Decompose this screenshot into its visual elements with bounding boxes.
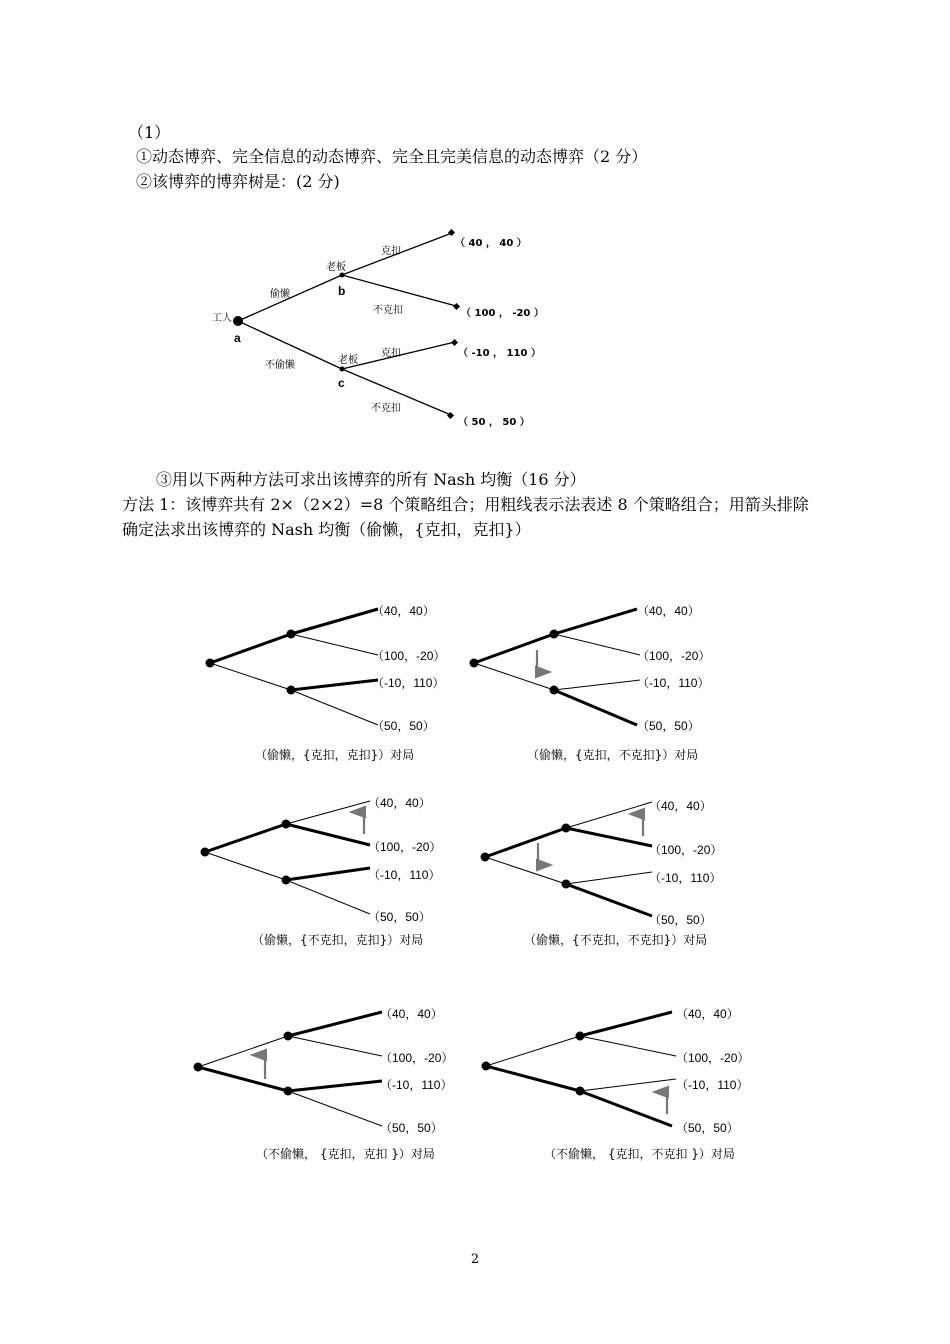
- page-number: 2: [470, 1252, 480, 1267]
- strategy-diagram-3: [201, 796, 442, 947]
- strategy-diagram-5: [194, 1007, 454, 1161]
- payoff-3: （-10，110）: [676, 1078, 749, 1092]
- answer-3: ③用以下两种方法可求出该博弈的所有 Nash 均衡（16 分）: [156, 470, 586, 489]
- deduct-label-b: 克扣: [381, 246, 401, 257]
- payoff-1: （40，40）: [637, 604, 700, 618]
- node-b: [340, 273, 345, 278]
- payoff-1: （40，40）: [368, 796, 431, 810]
- lazy-label: 偷懒: [270, 289, 290, 300]
- not-deduct-label-b: 不克扣: [373, 305, 403, 316]
- payoff-1: （40，40）: [676, 1007, 739, 1021]
- payoff-2: （100，-20）: [649, 843, 723, 857]
- node-c-label: c: [338, 376, 345, 390]
- payoff-1: （40，40）: [649, 799, 712, 813]
- payoff-3: （-10，110）: [368, 868, 441, 882]
- diagram-caption: （偷懒，{不克扣，克扣}）对局: [252, 933, 424, 947]
- strategy-diagram-1: [206, 604, 446, 762]
- payoff-3: （-10，110）: [649, 871, 722, 885]
- payoff-2: （100，-20）: [676, 1051, 750, 1065]
- answer-1: ①动态博弈、完全信息的动态博弈、完全且完美信息的动态博弈（2 分）: [136, 147, 648, 166]
- payoff-2: （ 100 ， -20 ）: [461, 308, 544, 319]
- payoff-3: （-10，110）: [372, 676, 445, 690]
- main-game-tree: [212, 229, 544, 428]
- boss-label-c: 老板: [338, 355, 358, 366]
- boss-label-b: 老板: [326, 262, 346, 273]
- payoff-4: （50，50）: [676, 1121, 739, 1135]
- diagram-caption: （偷懒，{克扣，克扣}）对局: [255, 748, 415, 762]
- method-1-line-2: 确定法求出该博弈的 Nash 均衡（偷懒，{克扣，克扣}）: [122, 520, 531, 539]
- payoff-1: （ 40 ， 40 ）: [455, 238, 527, 249]
- node-b-label: b: [338, 284, 346, 298]
- payoff-1: （40，40）: [380, 1007, 443, 1021]
- diagram-caption: （不偷懒， {克扣，不克扣 }）对局: [544, 1147, 735, 1161]
- diagram-caption: （偷懒，{不克扣，不克扣}）对局: [524, 933, 708, 947]
- payoff-3: （-10，110）: [637, 676, 710, 690]
- node-a-label: a: [234, 331, 241, 345]
- payoff-4: （50，50）: [649, 913, 712, 927]
- node-a: [233, 316, 243, 326]
- payoff-4: （50，50）: [380, 1121, 443, 1135]
- method-1-line-1: 方法 1：该博弈共有 2×（2×2）=8 个策略组合；用粗线表示法表述 8 个策略组合；用箭头排除: [122, 495, 809, 514]
- payoff-4: （ 50 ， 50 ）: [458, 417, 530, 428]
- strategy-diagram-6: [482, 1007, 750, 1161]
- payoff-4: （50，50）: [637, 719, 700, 733]
- strategy-diagram-4: [481, 799, 723, 947]
- part-label: （1）: [128, 123, 171, 142]
- diagram-caption: （偷懒，{克扣，不克扣}）对局: [527, 748, 699, 762]
- payoff-3: （-10，110）: [380, 1078, 453, 1092]
- answer-2: ②该博弈的博弈树是：(2 分): [136, 172, 340, 191]
- node-c: [340, 367, 345, 372]
- diagram-caption: （不偷懒， {克扣，克扣 }）对局: [256, 1147, 435, 1161]
- deduct-label-c: 克扣: [381, 348, 401, 359]
- payoff-2: （100，-20）: [368, 840, 442, 854]
- payoff-3: （ -10 ， 110 ）: [458, 348, 541, 359]
- not-deduct-label-c: 不克扣: [371, 403, 401, 414]
- payoff-2: （100，-20）: [380, 1051, 454, 1065]
- worker-label: 工人: [212, 313, 232, 324]
- not-lazy-label: 不偷懒: [265, 360, 295, 371]
- payoff-4: （50，50）: [372, 719, 435, 733]
- strategy-diagram-2: [470, 604, 711, 762]
- payoff-4: （50，50）: [368, 910, 431, 924]
- payoff-2: （100，-20）: [372, 649, 446, 663]
- payoff-2: （100，-20）: [637, 649, 711, 663]
- payoff-1: （40，40）: [372, 604, 435, 618]
